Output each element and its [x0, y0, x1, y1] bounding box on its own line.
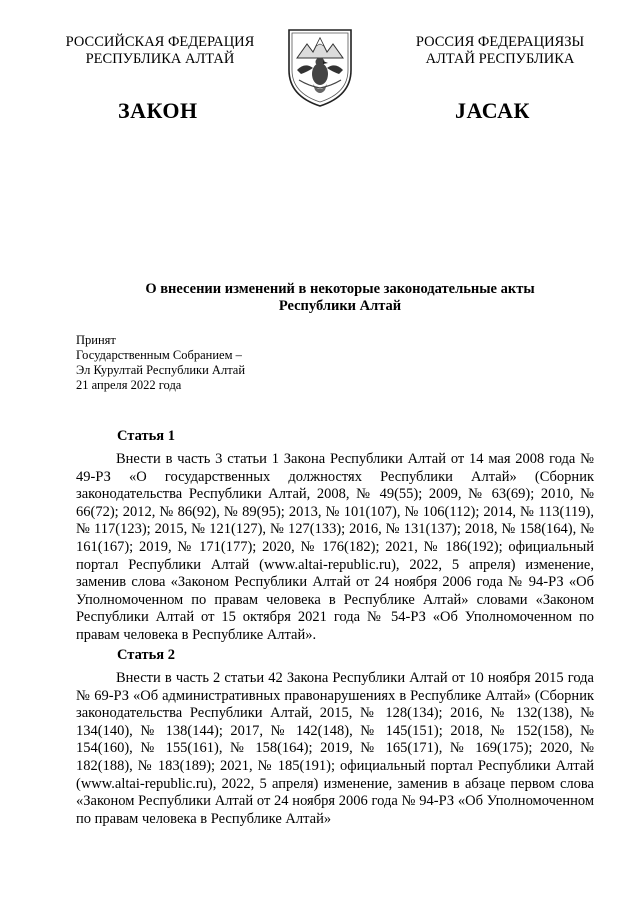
header-right-country: РОССИЯ ФЕДЕРАЦИЯЗЫ — [415, 34, 585, 50]
adoption-info — [76, 333, 245, 393]
article-1-heading: Статья 1 — [117, 428, 175, 444]
adoption-line3: Эл Курултай Республики Алтай — [76, 363, 246, 377]
law-label-russian: ЗАКОН — [118, 98, 198, 123]
article-2-text: Внести в часть 2 статьи 42 Закона Республики Алтай от 10 ноября 2015 года № 69-РЗ «Об административных правонарушениях в Республике Алтай» (Сборник законодательства Республики Алтай, 2015, № 128(134); 2016, № 132(138), № 134(140), № 138(144); 2017, № 142(148), № 145(151); 2018, № 152(158), № 154(160), № 155(161), № 158(164); 2019, № 165(171), № 169(175); 2020, № 182(188), № 183(189); 2021, № 185(191); официальный портал Республики Алтай (www.altai-republic.ru), 2022, 5 апреля) изменение, заменив в абзаце первом слова «Законом Республики Алтай от 24 ноября 2006 года № 94-РЗ «Об Уполномоченном по правам человека в Республике Алтай» — [76, 670, 594, 827]
law-label-altai: JАСАК — [455, 98, 530, 123]
header-left-country: РОССИЙСКАЯ ФЕДЕРАЦИЯ — [65, 34, 255, 50]
article-1-text: Внести в часть 3 статьи 1 Закона Республики Алтай от 14 мая 2008 года № 49-РЗ «О государственных должностях Республики Алтай» (Сборник законодательства Республики Алтай, 2008, № 49(55); 2009, № 63(69); 2010, № 66(72); 2012, № 86(92), № 89(95); 2013, № 101(107), № 106(112); 2014, № 113(119), № 117(123); 2015, № 121(127), № 127(133); 2016, № 131(137); 2018, № 158(164), № 161(167); 2019, № 171(177); 2020, № 176(182); 2021, № 186(192); официальный портал Республики Алтай (www.altai-republic.ru), 2022, 5 апреля) изменение, заменив слова «Законом Республики Алтай от 24 ноября 2006 года № 94-РЗ «Об Уполномоченном по правам человека в Республике Алтай» словами «Законом Республики Алтай от 15 октября 2021 года № 54-РЗ «Об Уполномоченном по правам человека в Республике Алтай». — [76, 451, 594, 643]
law-title — [60, 281, 620, 315]
header-left-republic: РЕСПУБЛИКА АЛТАЙ — [85, 51, 235, 67]
header-right-republic: АЛТАЙ РЕСПУБЛИКА — [425, 51, 575, 67]
header-right — [380, 34, 620, 68]
coat-of-arms-icon — [283, 24, 357, 110]
law-title-line2: Республики Алтай — [278, 298, 402, 314]
adoption-date: 21 апреля 2022 года — [76, 378, 182, 392]
adoption-line1: Принят — [76, 333, 116, 347]
adoption-line2: Государственным Собранием – — [76, 348, 242, 362]
article-2-heading: Статья 2 — [117, 647, 175, 663]
header-left — [40, 34, 280, 68]
law-title-line1: О внесении изменений в некоторые законодательные акты — [145, 281, 535, 297]
